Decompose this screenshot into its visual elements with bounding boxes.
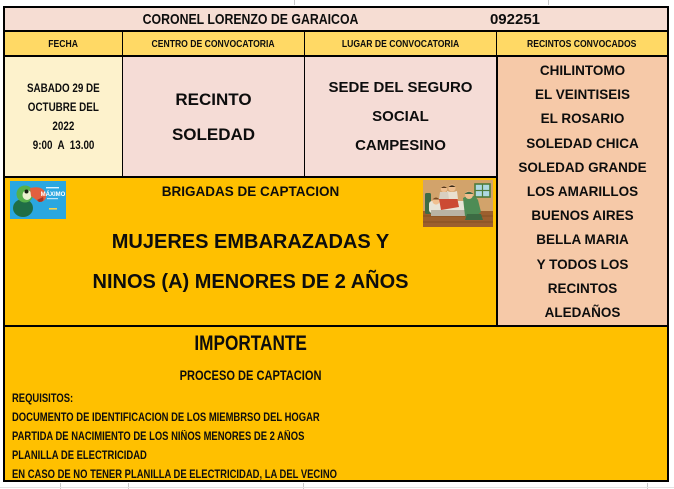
svg-text:MÁXIMO: MÁXIMO [40,192,66,198]
recintos-list-cell [496,57,667,325]
centro-cell [122,57,304,176]
table-body-left [5,57,496,325]
recinto-item: EL ROSARIO [540,111,625,127]
column-header-recintos-label: RECINTOS CONVOCADOS [527,37,637,50]
recinto-item: SOLEDAD GRANDE [518,159,647,175]
lugar-line: SEDE DEL SEGURO [328,79,473,96]
column-header-centro [122,32,304,55]
column-header-fecha-label: FECHA [48,37,79,50]
fecha-line: SABADO 29 DE [27,80,100,95]
parish-code [445,8,585,30]
recinto-item: Y TODOS LOS [536,256,629,272]
recinto-item: CHILINTOMO [539,63,626,78]
fecha-line: 2022 [52,118,75,133]
requisito-item: EN CASO DE NO TENER PLANILLA DE ELECTRICIDAD, LA DEL VECINO [12,469,338,482]
parish-code-text: 092251 [489,10,541,28]
recinto-item: EL VEINTISEIS [534,87,631,103]
column-header-lugar-label: LUGAR DE CONVOCATORIA [341,37,460,50]
target-group-line: MUJERES EMBARAZADAS Y [111,231,390,253]
recinto-item: BELLA MARIA [536,232,629,248]
recinto-item: BUENOS AIRES [531,208,634,224]
recinto-item: LOS AMARILLOS [526,184,639,200]
data-row [5,57,496,178]
column-header-fecha [5,32,122,55]
page-title [5,8,497,30]
table-body [5,57,667,327]
requisito-item: PARTIDA DE NACIMIENTO DE LOS NIÑOS MENORES DE 2 AÑOS [12,431,305,444]
proceso-subheading [5,368,496,383]
title-row [5,8,667,32]
lugar-line: SOCIAL [372,108,429,125]
lugar-line: CAMPESINO [355,137,446,154]
centro-line: SOLEDAD [171,124,256,144]
importante-section [5,327,667,480]
column-header-recintos [496,32,667,55]
proceso-subheading-text: PROCESO DE CAPTACION [179,368,322,384]
requisitos-list [12,390,408,485]
page-title-text: CORONEL LORENZO DE GARAICOA [143,10,359,28]
flyer-table [3,6,669,482]
fecha-time-line: 9:00 A 13.00 [32,137,95,152]
gridline-horizontal [0,487,674,488]
requisito-item: DOCUMENTO DE IDENTIFICACION DE LOS MIEMBRSO DEL HOGAR [12,412,320,425]
column-header-centro-label: CENTRO DE CONVOCATORIA [151,37,276,50]
recinto-item: ALEDAÑOS [544,305,621,321]
recinto-item: SOLEDAD CHICA [526,135,639,151]
gridline-tick [548,0,549,5]
requisito-item: PLANILLA DE ELECTRICIDAD [12,450,147,463]
brigadas-heading-text: BRIGADAS DE CAPTACION [161,184,340,199]
fecha-line: OCTUBRE DEL [27,99,100,114]
brigadas-section [5,178,496,325]
target-group-line: NINOS (A) MENORES DE 2 AÑOS [92,271,409,293]
brigadas-heading [5,184,496,199]
fecha-cell [5,57,122,176]
lugar-cell [304,57,496,176]
importante-heading-text: IMPORTANTE [194,332,307,356]
brigadas-target-group [5,222,496,302]
requisitos-label: REQUISITOS: [12,393,74,406]
importante-heading [5,332,496,356]
gridline-tick [294,0,295,5]
centro-line: RECINTO [175,89,252,109]
gridline-tick [647,483,648,489]
column-header-row [5,32,667,57]
recinto-item: RECINTOS [547,280,618,296]
column-header-lugar [304,32,496,55]
